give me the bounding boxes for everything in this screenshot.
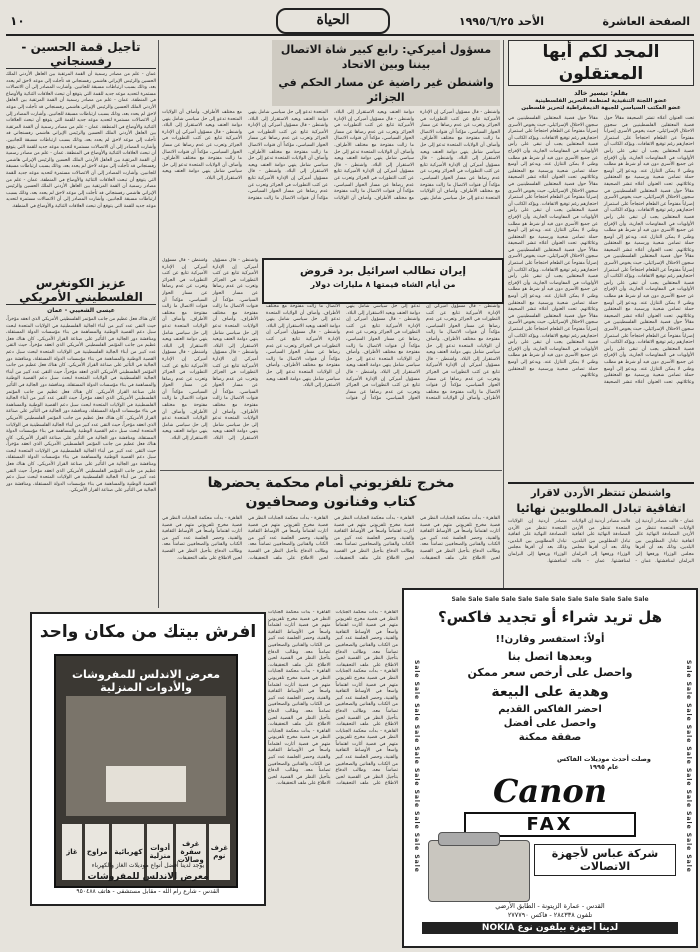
mid-paragraph: القاهرة - بدأت محكمة الجنايات النظر في قضية مخرج تلفزيوني متهم في قضية أثارت اهتماماً واسعاً في الأوساط الثقافية والفنية، وحضر الجلسة عدد كبير من الكتاب والفنانين والصحافيين تضامناً معه. وطالب الدفاع بتأجيل النظر في القضية لحين الاطلاع على ملف التحقيقات. bbox=[162, 516, 242, 561]
left-article-2 bbox=[6, 276, 156, 606]
sale-word: Sale bbox=[685, 767, 692, 787]
product-cell: غاز bbox=[62, 824, 82, 880]
canon-line-3: واحصل على أرخص سعر ممكن bbox=[467, 666, 633, 679]
dealer-name: شركة عباس لأجهزة الاتصالات bbox=[534, 844, 676, 876]
canon-line-5: احضر الفاكس القديم bbox=[498, 704, 602, 715]
top-paragraph: واشنطن - قال مسؤول أميركي إن الإدارة الأميركية تتابع عن كثب التطورات في الجزائر وتعرب عن عدم رضاها عن مسار الحوار السياسي، مؤكداً أن قنوات الاتصال ما زالت مفتوحة مع مختلف الأطراف. وأضاف أن الولايات المتحدة تدعو إلى حل سياسي شامل ينهي دوامة العنف ويعيد الاستقرار إلى البلاد. bbox=[162, 129, 242, 181]
canon-side-note: وصلت أحدث موديلات الفاكس عام ١٩٩٥ bbox=[557, 755, 651, 771]
right-article-body bbox=[508, 116, 694, 480]
center-bottom-paragraph: القاهرة - بدأت محكمة الجنايات النظر في قضية مخرج تلفزيوني متهم في قضية أثارت اهتماماً واسعاً في الأوساط الثقافية والفنية، وحضر الجلسة عدد كبير من الكتاب والفنانين والصحافيين تضامناً معه. وطالب الدفاع بتأجيل النظر في القضية لحين الاطلاع على ملف التحقيقات. bbox=[268, 610, 331, 668]
sale-word: Sale bbox=[685, 810, 692, 830]
left1-paragraph: عمان - علم من مصادر رسمية أن القمة المرتقبة بين العاهل الأردني الملك الحسين والرئيس الإيراني هاشمي رفسنجاني قد تأجلت إلى موعد لاحق لم يحدد بعد، وذلك بسبب ارتباطات مسبقة للجانبين. وأشارت المصادر إلى أن الاتصالات مستمرة لتحديد موعد جديد للقمة التي يتوقع أن تبحث العلاقات الثنائية والأوضاع في المنطقة. bbox=[6, 151, 156, 183]
iran-headline-box bbox=[262, 258, 504, 304]
center-bottom-paragraph: القاهرة - بدأت محكمة الجنايات النظر في قضية مخرج تلفزيوني متهم في قضية أثارت اهتماماً واسعاً في الأوساط الثقافية والفنية، وحضر الجلسة عدد كبير من الكتاب والفنانين والصحافيين تضامناً معه. وطالب الدفاع بتأجيل النظر في القضية لحين الاطلاع على ملف التحقيقات. bbox=[335, 669, 398, 728]
mid-article bbox=[162, 474, 500, 604]
side-paragraph: واشنطن - قال مسؤول أميركي إن الإدارة الأميركية تتابع عن كثب التطورات في الجزائر وتعرب عن عدم رضاها عن مسار الحوار السياسي، مؤكداً أن قنوات الاتصال ما زالت مفتوحة مع مختلف الأطراف. وأضاف أن الولايات المتحدة تدعو إلى حل سياسي شامل ينهي دوامة العنف ويعيد الاستقرار إلى البلاد. bbox=[212, 258, 258, 349]
left-article-2-body bbox=[6, 317, 156, 606]
canon-logo: Canon bbox=[492, 772, 608, 810]
canon-line-6: واحصل على أفضل bbox=[503, 718, 597, 729]
fax-paper-tray bbox=[438, 832, 500, 846]
mid-paragraph: القاهرة - بدأت محكمة الجنايات النظر في قضية مخرج تلفزيوني متهم في قضية أثارت اهتماماً واسعاً في الأوساط الثقافية والفنية، وحضر الجلسة عدد كبير من الكتاب والفنانين والصحافيين تضامناً معه. وطالب الدفاع بتأجيل النظر في القضية لحين الاطلاع على ملف التحقيقات. bbox=[334, 516, 414, 561]
sale-word: Sale bbox=[413, 659, 420, 679]
iran-subhead: من أيام الشاه قيمتها ٨ مليارات دولار bbox=[310, 280, 456, 289]
product-cell: غرف نوم bbox=[209, 824, 230, 880]
product-cell: أدوات منزلية bbox=[147, 824, 172, 880]
side-paragraph: واشنطن - قال مسؤول أميركي إن الإدارة الأميركية تتابع عن كثب التطورات في الجزائر وتعرب عن عدم رضاها عن مسار الحوار السياسي، مؤكداً أن قنوات الاتصال ما زالت مفتوحة مع مختلف الأطراف. وأضاف أن الولايات المتحدة تدعو إلى حل سياسي شامل ينهي دوامة العنف ويعيد الاستقرار إلى البلاد. bbox=[162, 258, 208, 349]
nokia-footer: لدينا أجهزة بيلفون نوع NOKIA bbox=[422, 922, 678, 934]
sale-word: Sale bbox=[413, 745, 420, 765]
sale-word: Sale bbox=[413, 832, 420, 851]
top-article-title-2: واشنطن غير راضية عن مسار الحكم في الجزائر bbox=[272, 74, 500, 106]
canon-line-1: أولاً: استفسر وقارن!! bbox=[495, 634, 605, 645]
iran-paragraph: واشنطن - قال مسؤول أميركي إن الإدارة الأميركية تتابع عن كثب التطورات في الجزائر وتعرب عن عدم رضاها عن مسار الحوار السياسي، مؤكداً أن قنوات الاتصال ما زالت مفتوحة مع مختلف الأطراف. وأضاف أن الولايات المتحدة تدعو إلى حل سياسي شامل ينهي دوامة العنف ويعيد الاستقرار إلى البلاد. bbox=[266, 304, 420, 402]
right-article-paragraph: تحت العنوان أعلاه تنشر الصحيفة مقالاً حول قضية المعتقلين الفلسطينيين في سجون الاحتلال الإسرائيلي، حيث يخوض الأسرى إضراباً مفتوحاً عن الطعام احتجاجاً على استمرار احتجازهم رغم توقيع الاتفاقات. ويؤكد الكاتب أن قضية المعتقلين يجب أن تبقى على رأس الأولويات في المفاوضات الجارية، وأن الإفراج عن جميع الأسرى دون قيد أو شرط هو مطلب وطني لا يمكن التنازل عنه. ويدعو إلى أوسع حملة تضامن شعبية ورسمية مع المعتقلين وعائلاتهم. bbox=[508, 241, 598, 313]
center-bottom-paragraph: القاهرة - بدأت محكمة الجنايات النظر في قضية مخرج تلفزيوني متهم في قضية أثارت اهتماماً واسعاً في الأوساط الثقافية والفنية، وحضر الجلسة عدد كبير من الكتاب والفنانين والصحافيين تضامناً معه. وطالب الدفاع بتأجيل النظر في القضية لحين الاطلاع على ملف التحقيقات. bbox=[268, 669, 331, 728]
sale-word: Sale bbox=[685, 853, 692, 873]
fax-machine-image bbox=[428, 840, 530, 902]
furniture-ad-store-name: معرض الاندلس للمفروشات والأدوات المنزلية bbox=[71, 668, 221, 694]
top-article-body bbox=[162, 110, 500, 255]
page-number: ١٠ bbox=[10, 14, 25, 28]
jordan-paragraph: عمان - قالت مصادر أردنية إن الولايات المتحدة تنتظر من الأردن المصادقة النهائية على اتفاقية تبادل المطلوبين بين البلدين، وذلك بعد أن أقرها مجلس الوزراء ورفعها إلى البرلمان لمناقشتها. bbox=[635, 519, 694, 564]
right-article bbox=[508, 40, 694, 480]
sale-word: Sale bbox=[600, 596, 616, 603]
right-article-paragraph: تحت العنوان أعلاه تنشر الصحيفة مقالاً حول قضية المعتقلين الفلسطينيين في سجون الاحتلال الإسرائيلي، حيث يخوض الأسرى إضراباً مفتوحاً عن الطعام احتجاجاً على استمرار احتجازهم رغم توقيع الاتفاقات. ويؤكد الكاتب أن قضية المعتقلين يجب أن تبقى على رأس الأولويات في المفاوضات الجارية، وأن الإفراج عن جميع الأسرى دون قيد أو شرط هو مطلب وطني لا يمكن التنازل عنه. ويدعو إلى أوسع حملة تضامن شعبية ورسمية مع المعتقلين وعائلاتهم. bbox=[508, 116, 673, 385]
top-paragraph: واشنطن - قال مسؤول أميركي إن الإدارة الأميركية تتابع عن كثب التطورات في الجزائر وتعرب عن عدم رضاها عن مسار الحوار السياسي، مؤكداً أن قنوات الاتصال ما زالت مفتوحة مع مختلف الأطراف. وأضاف أن الولايات المتحدة تدعو إلى حل سياسي شامل ينهي دوامة العنف ويعيد الاستقرار إلى البلاد. bbox=[420, 110, 500, 162]
side-article-body bbox=[162, 258, 258, 466]
sale-word: Sale bbox=[551, 596, 566, 603]
page-label: الصفحة العاشرة bbox=[602, 15, 690, 28]
bed-shape bbox=[106, 766, 186, 802]
sale-word: Sale bbox=[413, 724, 420, 743]
top-paragraph: واشنطن - قال مسؤول أميركي إن الإدارة الأميركية تتابع عن كثب التطورات في الجزائر وتعرب عن عدم رضاها عن مسار الحوار السياسي، مؤكداً أن قنوات الاتصال ما زالت مفتوحة مع مختلف الأطراف. وأضاف أن الولايات المتحدة تدعو إلى حل سياسي شامل ينهي دوامة العنف ويعيد الاستقرار إلى البلاد. bbox=[334, 116, 414, 168]
top-article bbox=[162, 40, 500, 255]
left1-paragraph: عمان - علم من مصادر رسمية أن القمة المرتقبة بين العاهل الأردني الملك الحسين والرئيس الإيراني هاشمي رفسنجاني قد تأجلت إلى موعد لاحق لم يحدد بعد، وذلك بسبب ارتباطات مسبقة للجانبين. وأشارت المصادر إلى أن الاتصالات مستمرة لتحديد موعد جديد للقمة التي يتوقع أن تبحث العلاقات الثنائية والأوضاع في المنطقة. bbox=[6, 72, 156, 104]
sale-word: Sale bbox=[413, 681, 420, 700]
issue-date: الأحد ١٩٩٥/٦/٢٥ bbox=[458, 15, 544, 28]
canon-line-7: صفقة ممكنة bbox=[518, 732, 582, 743]
dealer-phone: تلفون ٢٨٤٣٣٨ - فاكس ٢٧٧٧٩٠ bbox=[507, 911, 593, 919]
sale-word: Sale bbox=[484, 596, 500, 603]
sale-word: Sale bbox=[685, 745, 692, 765]
jordan-paragraph: عمان - قالت مصادر أردنية إن الولايات المتحدة تنتظر من الأردن المصادقة النهائية على اتفاقية تبادل المطلوبين بين البلدين، وذلك بعد أن أقرها مجلس الوزراء ورفعها إلى البرلمان لمناقشتها. bbox=[508, 519, 605, 564]
side-paragraph: واشنطن - قال مسؤول أميركي إن الإدارة الأميركية تتابع عن كثب التطورات في الجزائر وتعرب عن عدم رضاها عن مسار الحوار السياسي، مؤكداً أن قنوات الاتصال ما زالت مفتوحة مع مختلف الأطراف. وأضاف أن الولايات المتحدة تدعو إلى حل سياسي شامل ينهي دوامة العنف ويعيد الاستقرار إلى البلاد. bbox=[162, 350, 208, 442]
room-photo bbox=[66, 696, 226, 816]
canon-line-2: وبعدها اتصل بنا bbox=[507, 650, 593, 663]
center-bottom-paragraph: القاهرة - بدأت محكمة الجنايات النظر في قضية مخرج تلفزيوني متهم في قضية أثارت اهتماماً واسعاً في الأوساط الثقافية والفنية، وحضر الجلسة عدد كبير من الكتاب والفنانين والصحافيين تضامناً معه. وطالب الدفاع بتأجيل النظر في القضية لحين الاطلاع على ملف التحقيقات. bbox=[268, 728, 331, 787]
section-divider bbox=[160, 470, 502, 471]
sale-word: Sale bbox=[517, 596, 533, 603]
jordan-article-title-1: واشنطن تنتظر الأردن لاقرار bbox=[530, 488, 672, 499]
top-paragraph: واشنطن - قال مسؤول أميركي إن الإدارة الأميركية تتابع عن كثب التطورات في الجزائر وتعرب عن عدم رضاها عن مسار الحوار السياسي، مؤكداً أن قنوات الاتصال ما زالت مفتوحة مع مختلف الأطراف. وأضاف أن الولايات المتحدة تدعو إلى حل سياسي شامل ينهي دوامة العنف ويعيد الاستقرار إلى البلاد. bbox=[248, 123, 328, 175]
right-article-paragraph: تحت العنوان أعلاه تنشر الصحيفة مقالاً حول قضية المعتقلين الفلسطينيين في سجون الاحتلال الإسرائيلي، حيث يخوض الأسرى إضراباً مفتوحاً عن الطعام احتجاجاً على استمرار احتجازهم رغم توقيع الاتفاقات. ويؤكد الكاتب أن قضية المعتقلين يجب أن تبقى على رأس الأولويات في المفاوضات الجارية، وأن الإفراج عن جميع الأسرى دون قيد أو شرط هو مطلب وطني لا يمكن التنازل عنه. ويدعو إلى أوسع حملة تضامن شعبية ورسمية مع المعتقلين وعائلاتهم. bbox=[508, 307, 598, 379]
furniture-ad-strip-1: يوجد لدينا أفضل أنواع موديلات الغاز والكهرباء bbox=[91, 862, 205, 869]
sale-word: Sale bbox=[685, 832, 692, 851]
left1-paragraph: عمان - علم من مصادر رسمية أن القمة المرتقبة بين العاهل الأردني الملك الحسين والرئيس الإيراني هاشمي رفسنجاني قد تأجلت إلى موعد لاحق لم يحدد بعد، وذلك بسبب ارتباطات مسبقة للجانبين. وأشارت المصادر إلى أن الاتصالات مستمرة لتحديد موعد جديد للقمة التي يتوقع أن تبحث العلاقات الثنائية والأوضاع في المنطقة. bbox=[6, 98, 156, 130]
product-cell: كهربائية bbox=[112, 824, 144, 880]
sale-word: Sale bbox=[534, 596, 549, 603]
sale-word: Sale bbox=[413, 810, 420, 830]
left2-paragraph: كان هناك فعل عظيم من جانب المؤتمر الفلسطيني الأمريكي الذي انعقد مؤخراً، حيث التقى عدد كبير من أبناء الجالية الفلسطينية في الولايات المتحدة لبحث سبل دعم القضية الوطنية والمساهمة في بناء مؤسسات الدولة المستقلة، ومناقشة دور الجالية في التأثير على صناعة القرار الأمريكي. bbox=[6, 317, 156, 342]
sale-word: Sale bbox=[413, 702, 420, 722]
mid-paragraph: القاهرة - بدأت محكمة الجنايات النظر في قضية مخرج تلفزيوني متهم في قضية أثارت اهتماماً واسعاً في الأوساط الثقافية والفنية، وحضر الجلسة عدد كبير من الكتاب والفنانين والصحافيين تضامناً معه. وطالب الدفاع بتأجيل النظر في القضية لحين الاطلاع على ملف التحقيقات. bbox=[420, 516, 500, 561]
right-article-byline: بقلم: تيسير خالد bbox=[574, 89, 628, 97]
sale-word: Sale bbox=[468, 596, 483, 603]
iran-paragraph: واشنطن - قال مسؤول أميركي إن الإدارة الأميركية تتابع عن كثب التطورات في الجزائر وتعرب عن عدم رضاها عن مسار الحوار السياسي، مؤكداً أن قنوات الاتصال ما زالت مفتوحة مع مختلف الأطراف. وأضاف أن الولايات المتحدة تدعو إلى حل سياسي شامل ينهي دوامة العنف ويعيد الاستقرار إلى البلاد. bbox=[266, 330, 340, 389]
product-cell: مراوح bbox=[85, 824, 109, 880]
sale-word: Sale bbox=[685, 659, 692, 679]
jordan-article-body bbox=[508, 519, 694, 585]
left2-paragraph: كان هناك فعل عظيم من جانب المؤتمر الفلسطيني الأمريكي الذي انعقد مؤخراً، حيث التقى عدد كبير من أبناء الجالية الفلسطينية في الولايات المتحدة لبحث سبل دعم القضية الوطنية والمساهمة في بناء مؤسسات الدولة المستقلة، ومناقشة دور الجالية في التأثير على صناعة القرار الأمريكي. bbox=[6, 336, 156, 369]
top-paragraph: واشنطن - قال مسؤول أميركي إن الإدارة الأميركية تتابع عن كثب التطورات في الجزائر وتعرب عن عدم رضاها عن مسار الحوار السياسي، مؤكداً أن قنوات الاتصال ما زالت مفتوحة مع مختلف الأطراف. وأضاف أن الولايات المتحدة تدعو إلى حل سياسي شامل ينهي دوامة العنف ويعيد الاستقرار إلى البلاد. bbox=[248, 110, 414, 201]
furniture-ad-title: افرش بيتك من مكان واحد bbox=[39, 622, 257, 642]
product-cell: غرف سفرة وصالات bbox=[176, 824, 206, 880]
right-article-paragraph: تحت العنوان أعلاه تنشر الصحيفة مقالاً حول قضية المعتقلين الفلسطينيين في سجون الاحتلال الإسرائيلي، حيث يخوض الأسرى إضراباً مفتوحاً عن الطعام احتجاجاً على استمرار احتجازهم رغم توقيع الاتفاقات. ويؤكد الكاتب أن قضية المعتقلين يجب أن تبقى على رأس الأولويات في المفاوضات الجارية، وأن الإفراج عن جميع الأسرى دون قيد أو شرط هو مطلب وطني لا يمكن التنازل عنه. ويدعو إلى أوسع حملة تضامن شعبية ورسمية مع المعتقلين وعائلاتهم. bbox=[604, 116, 694, 187]
left-article-1-title: تأجيل قمة الحسين - رفسنجاني bbox=[6, 40, 156, 69]
iran-paragraph: واشنطن - قال مسؤول أميركي إن الإدارة الأميركية تتابع عن كثب التطورات في الجزائر وتعرب عن عدم رضاها عن مسار الحوار السياسي، مؤكداً أن قنوات الاتصال ما زالت مفتوحة مع مختلف الأطراف. وأضاف أن الولايات المتحدة تدعو إلى حل سياسي شامل ينهي دوامة العنف ويعيد الاستقرار إلى البلاد. bbox=[426, 304, 500, 362]
mid-article-title-1: مخرج تلفزيوني أمام محكمة يحضرها bbox=[207, 475, 455, 491]
right-article-paragraph: تحت العنوان أعلاه تنشر الصحيفة مقالاً حول قضية المعتقلين الفلسطينيين في سجون الاحتلال الإسرائيلي، حيث يخوض الأسرى إضراباً مفتوحاً عن الطعام احتجاجاً على استمرار احتجازهم رغم توقيع الاتفاقات. ويؤكد الكاتب أن قضية المعتقلين يجب أن تبقى على رأس الأولويات في المفاوضات الجارية، وأن الإفراج عن جميع الأسرى دون قيد أو شرط هو مطلب وطني لا يمكن التنازل عنه. ويدعو إلى أوسع حملة تضامن شعبية ورسمية مع المعتقلين وعائلاتهم. bbox=[508, 175, 598, 247]
left1-paragraph: عمان - علم من مصادر رسمية أن القمة المرتقبة بين العاهل الأردني الملك الحسين والرئيس الإيراني هاشمي رفسنجاني قد تأجلت إلى موعد لاحق لم يحدد بعد، وذلك بسبب ارتباطات مسبقة للجانبين. وأشارت المصادر إلى أن الاتصالات مستمرة لتحديد موعد جديد للقمة التي يتوقع أن تبحث العلاقات الثنائية والأوضاع في المنطقة. bbox=[6, 124, 156, 157]
column-divider bbox=[503, 40, 504, 588]
furniture-ad-photo bbox=[54, 654, 238, 888]
left2-paragraph: كان هناك فعل عظيم من جانب المؤتمر الفلسطيني الأمريكي الذي انعقد مؤخراً، حيث التقى عدد كبير من أبناء الجالية الفلسطينية في الولايات المتحدة لبحث سبل دعم القضية الوطنية والمساهمة في بناء مؤسسات الدولة المستقلة، ومناقشة دور الجالية في التأثير على صناعة القرار الأمريكي. bbox=[6, 435, 156, 468]
iran-paragraph: واشنطن - قال مسؤول أميركي إن الإدارة الأميركية تتابع عن كثب التطورات في الجزائر وتعرب عن عدم رضاها عن مسار الحوار السياسي، مؤكداً أن قنوات الاتصال ما زالت مفتوحة مع مختلف الأطراف. وأضاف أن الولايات المتحدة تدعو إلى حل سياسي شامل ينهي دوامة العنف ويعيد الاستقرار إلى البلاد. bbox=[346, 317, 420, 375]
canon-line-4: وهدية على البيعة bbox=[491, 684, 609, 700]
furniture-advertisement bbox=[30, 612, 266, 906]
jordan-article-title-2: اتفاقية تبادل المطلوبين نهائيا bbox=[516, 501, 686, 515]
right-article-title: المجد لكم أيها المعتقلون bbox=[508, 40, 694, 86]
sale-word: Sale bbox=[451, 596, 466, 603]
left-article-2-title: عزيز الكونغرس الفلسطيني الأمريكي bbox=[6, 276, 156, 305]
left-article-1-body bbox=[6, 72, 156, 272]
right-article-paragraph: تحت العنوان أعلاه تنشر الصحيفة مقالاً حول قضية المعتقلين الفلسطينيين في سجون الاحتلال الإسرائيلي، حيث يخوض الأسرى إضراباً مفتوحاً عن الطعام احتجاجاً على استمرار احتجازهم رغم توقيع الاتفاقات. ويؤكد الكاتب أن قضية المعتقلين يجب أن تبقى على رأس الأولويات في المفاوضات الجارية، وأن الإفراج عن جميع الأسرى دون قيد أو شرط هو مطلب وطني لا يمكن التنازل عنه. ويدعو إلى أوسع حملة تضامن شعبية ورسمية مع المعتقلين وعائلاتهم. bbox=[604, 181, 694, 253]
furniture-ad-strip-2: معرض الاندلس للمفروشات bbox=[87, 872, 209, 882]
sale-word: Sale bbox=[617, 596, 632, 603]
top-paragraph: واشنطن - قال مسؤول أميركي إن الإدارة الأميركية تتابع عن كثب التطورات في الجزائر وتعرب عن عدم رضاها عن مسار الحوار السياسي، مؤكداً أن قنوات الاتصال ما زالت مفتوحة مع مختلف الأطراف. وأضاف أن الولايات المتحدة تدعو إلى حل سياسي شامل ينهي دوامة العنف ويعيد الاستقرار إلى البلاد. bbox=[162, 110, 328, 201]
canon-fax-advertisement bbox=[402, 588, 698, 948]
sale-border-right bbox=[680, 594, 692, 938]
right-article-byline-role: عضو اللجنة التنفيذية لمنظمة التحرير الفلسطينية عضو المكتب السياسي للجبهة الديمقراطية لتحرير فلسطين bbox=[521, 98, 681, 111]
sale-word: Sale bbox=[413, 789, 420, 808]
iran-article-body bbox=[266, 304, 500, 466]
top-article-title-1: مسؤول أميركي: رابع كبير شاة الاتصال بيننا وبين الاتحاد bbox=[272, 40, 500, 74]
center-bottom-paragraph: القاهرة - بدأت محكمة الجنايات النظر في قضية مخرج تلفزيوني متهم في قضية أثارت اهتماماً واسعاً في الأوساط الثقافية والفنية، وحضر الجلسة عدد كبير من الكتاب والفنانين والصحافيين تضامناً معه. وطالب الدفاع بتأجيل النظر في القضية لحين الاطلاع على ملف التحقيقات. bbox=[335, 728, 398, 787]
sale-border-left bbox=[408, 594, 420, 938]
sale-word: Sale bbox=[634, 596, 649, 603]
right-article-paragraph: تحت العنوان أعلاه تنشر الصحيفة مقالاً حول قضية المعتقلين الفلسطينيين في سجون الاحتلال الإسرائيلي، حيث يخوض الأسرى إضراباً مفتوحاً عن الطعام احتجاجاً على استمرار احتجازهم رغم توقيع الاتفاقات. ويؤكد الكاتب أن قضية المعتقلين يجب أن تبقى على رأس الأولويات في المفاوضات الجارية، وأن الإفراج عن جميع الأسرى دون قيد أو شرط هو مطلب وطني لا يمكن التنازل عنه. ويدعو إلى أوسع حملة تضامن شعبية ورسمية مع المعتقلين وعائلاتهم. bbox=[604, 313, 694, 385]
left-article-1 bbox=[6, 40, 156, 272]
sale-word: Sale bbox=[413, 853, 420, 873]
iran-paragraph: واشنطن - قال مسؤول أميركي إن الإدارة الأميركية تتابع عن كثب التطورات في الجزائر وتعرب عن عدم رضاها عن مسار الحوار السياسي، مؤكداً أن قنوات الاتصال ما زالت مفتوحة مع مختلف الأطراف. وأضاف أن الولايات المتحدة تدعو إلى حل سياسي شامل ينهي دوامة العنف ويعيد الاستقرار إلى البلاد. bbox=[346, 304, 500, 402]
left2-paragraph: كان هناك فعل عظيم من جانب المؤتمر الفلسطيني الأمريكي الذي انعقد مؤخراً، حيث التقى عدد كبير من أبناء الجالية الفلسطينية في الولايات المتحدة لبحث سبل دعم القضية الوطنية والمساهمة في بناء مؤسسات الدولة المستقلة، ومناقشة دور الجالية في التأثير على صناعة القرار الأمريكي. bbox=[6, 462, 156, 494]
left2-paragraph: كان هناك فعل عظيم من جانب المؤتمر الفلسطيني الأمريكي الذي انعقد مؤخراً، حيث التقى عدد كبير من أبناء الجالية الفلسطينية في الولايات المتحدة لبحث سبل دعم القضية الوطنية والمساهمة في بناء مؤسسات الدولة المستقلة، ومناقشة دور الجالية في التأثير على صناعة القرار الأمريكي. bbox=[6, 415, 156, 441]
furniture-ad-strip-3: القدس - شارع رام الله - مقابل مستشفى - هاتف ٩٥٠٤٨٨ bbox=[76, 888, 220, 895]
sale-word: Sale bbox=[685, 681, 692, 700]
jordan-paragraph: عمان - قالت مصادر أردنية إن الولايات المتحدة تنتظر من الأردن المصادقة النهائية على اتفاقية تبادل المطلوبين بين البلدين، وذلك بعد أن أقرها مجلس الوزراء ورفعها إلى البرلمان لمناقشتها. bbox=[571, 519, 652, 564]
sale-border-top bbox=[424, 596, 676, 603]
sale-word: Sale bbox=[685, 789, 692, 808]
sale-word: Sale bbox=[685, 724, 692, 743]
left1-paragraph: عمان - علم من مصادر رسمية أن القمة المرتقبة بين العاهل الأردني الملك الحسين والرئيس الإيراني هاشمي رفسنجاني قد تأجلت إلى موعد لاحق لم يحدد بعد، وذلك بسبب ارتباطات مسبقة للجانبين. وأشارت المصادر إلى أن الاتصالات مستمرة لتحديد موعد جديد للقمة التي يتوقع أن تبحث العلاقات الثنائية والأوضاع في المنطقة. bbox=[6, 177, 156, 209]
dealer-address: القدس - عمارة الزيتونة - الطابق الأرضي bbox=[495, 902, 605, 910]
center-bottom-body bbox=[268, 610, 398, 940]
side-paragraph: واشنطن - قال مسؤول أميركي إن الإدارة الأميركية تتابع عن كثب التطورات في الجزائر وتعرب عن عدم رضاها عن مسار الحوار السياسي، مؤكداً أن قنوات الاتصال ما زالت مفتوحة مع مختلف الأطراف. وأضاف أن الولايات المتحدة تدعو إلى حل سياسي شامل ينهي دوامة العنف ويعيد الاستقرار إلى البلاد. bbox=[212, 350, 258, 442]
mid-paragraph: القاهرة - بدأت محكمة الجنايات النظر في قضية مخرج تلفزيوني متهم في قضية أثارت اهتماماً واسعاً في الأوساط الثقافية والفنية، وحضر الجلسة عدد كبير من الكتاب والفنانين والصحافيين تضامناً معه. وطالب الدفاع بتأجيل النظر في القضية لحين الاطلاع على ملف التحقيقات. bbox=[248, 516, 328, 561]
jordan-article bbox=[508, 482, 694, 588]
left2-paragraph: كان هناك فعل عظيم من جانب المؤتمر الفلسطيني الأمريكي الذي انعقد مؤخراً، حيث التقى عدد كبير من أبناء الجالية الفلسطينية في الولايات المتحدة لبحث سبل دعم القضية الوطنية والمساهمة في بناء مؤسسات الدولة المستقلة، ومناقشة دور الجالية في التأثير على صناعة القرار الأمريكي. bbox=[6, 363, 156, 395]
column-divider bbox=[158, 40, 159, 608]
mid-article-title-2: كتاب وفنانون وصحافيون bbox=[245, 494, 417, 510]
left-article-2-byline: عيسى الشعيبي - عمان bbox=[47, 307, 115, 314]
sale-word: Sale bbox=[501, 596, 516, 603]
left2-paragraph: كان هناك فعل عظيم من جانب المؤتمر الفلسطيني الأمريكي الذي انعقد مؤخراً، حيث التقى عدد كبير من أبناء الجالية الفلسطينية في الولايات المتحدة لبحث سبل دعم القضية الوطنية والمساهمة في بناء مؤسسات الدولة المستقلة، ومناقشة دور الجالية في التأثير على صناعة القرار الأمريكي. bbox=[6, 389, 156, 421]
sale-word: Sale bbox=[584, 596, 599, 603]
right-article-paragraph: تحت العنوان أعلاه تنشر الصحيفة مقالاً حول قضية المعتقلين الفلسطينيين في سجون الاحتلال الإسرائيلي، حيث يخوض الأسرى إضراباً مفتوحاً عن الطعام احتجاجاً على استمرار احتجازهم رغم توقيع الاتفاقات. ويؤكد الكاتب أن قضية المعتقلين يجب أن تبقى على رأس الأولويات في المفاوضات الجارية، وأن الإفراج عن جميع الأسرى دون قيد أو شرط هو مطلب وطني لا يمكن التنازل عنه. ويدعو إلى أوسع حملة تضامن شعبية ورسمية مع المعتقلين وعائلاتهم. bbox=[604, 247, 694, 319]
center-bottom-paragraph: القاهرة - بدأت محكمة الجنايات النظر في قضية مخرج تلفزيوني متهم في قضية أثارت اهتماماً واسعاً في الأوساط الثقافية والفنية، وحضر الجلسة عدد كبير من الكتاب والفنانين والصحافيين تضامناً معه. وطالب الدفاع بتأجيل النظر في القضية لحين الاطلاع على ملف التحقيقات. bbox=[335, 610, 398, 668]
sale-word: Sale bbox=[685, 702, 692, 722]
canon-question: هل تريد شراء أو تجديد فاكس؟ bbox=[437, 608, 662, 626]
sale-word: Sale bbox=[567, 596, 583, 603]
top-paragraph: واشنطن - قال مسؤول أميركي إن الإدارة الأميركية تتابع عن كثب التطورات في الجزائر وتعرب عن عدم رضاها عن مسار الحوار السياسي، مؤكداً أن قنوات الاتصال ما زالت مفتوحة مع مختلف الأطراف. وأضاف أن الولايات المتحدة تدعو إلى حل سياسي شامل ينهي دوامة العنف ويعيد الاستقرار إلى البلاد. bbox=[334, 110, 500, 201]
sale-word: Sale bbox=[413, 767, 420, 787]
iran-headline: إيران تطالب اسرائيل برد قروض bbox=[299, 265, 466, 277]
fax-label: FAX bbox=[464, 812, 636, 837]
masthead bbox=[6, 6, 694, 36]
newspaper-logo: الحياة bbox=[276, 8, 390, 34]
